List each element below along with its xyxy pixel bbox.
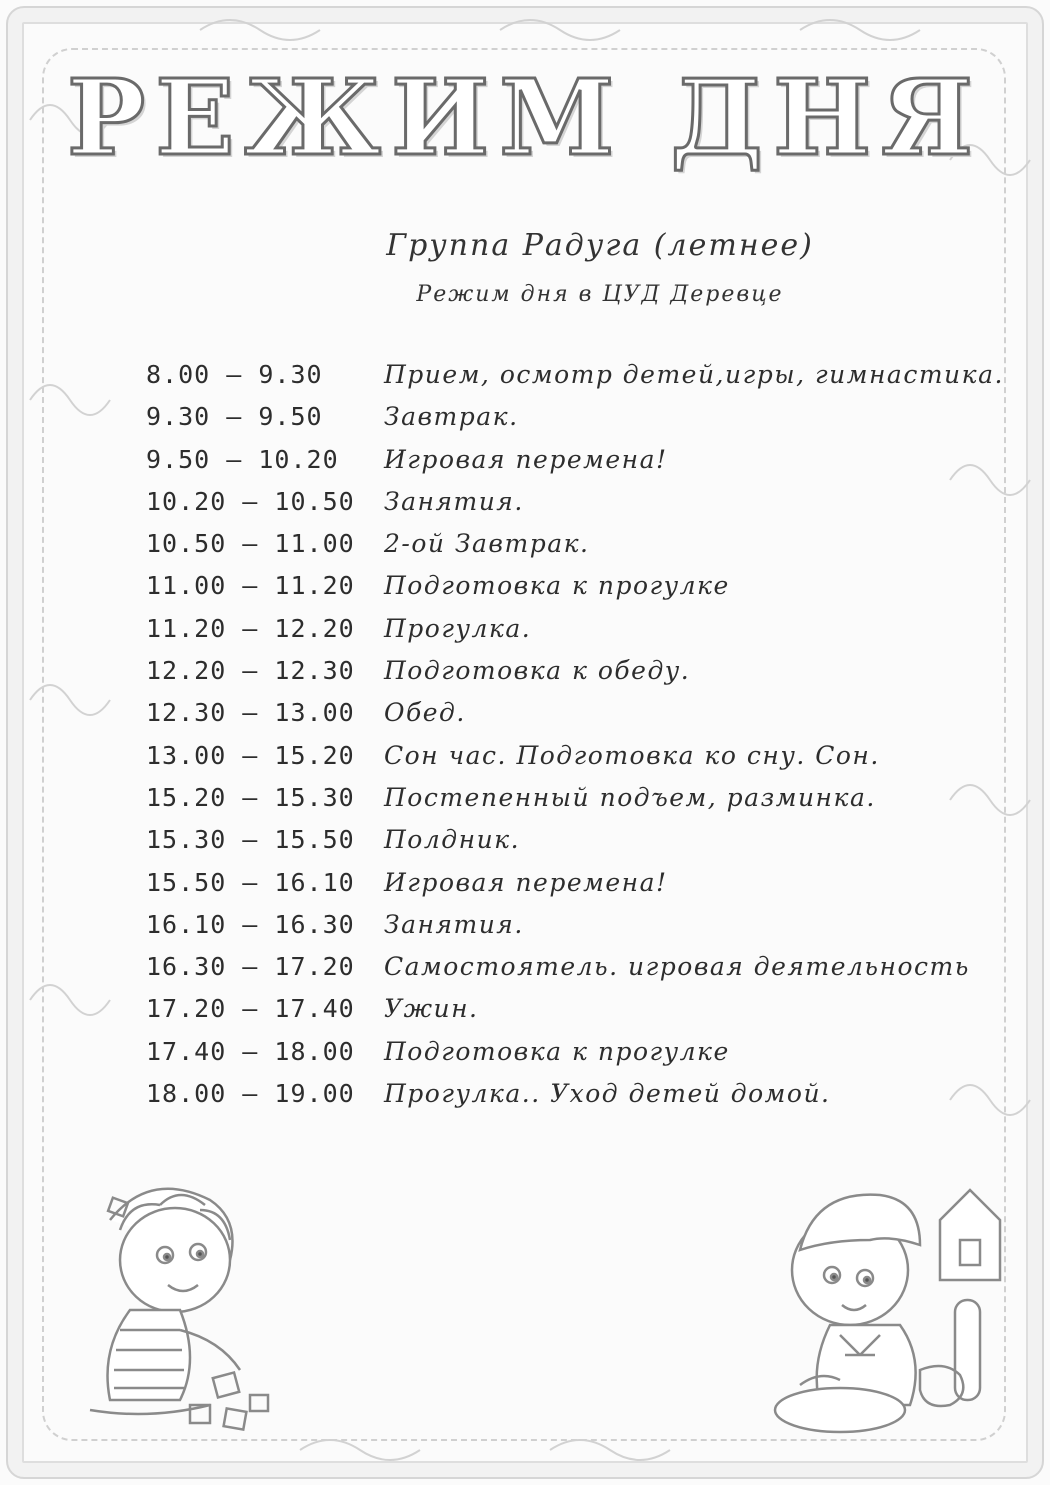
schedule-row xyxy=(146,656,1016,698)
schedule-time: 15.20 – 15.30 xyxy=(146,782,355,812)
schedule-row xyxy=(146,402,1016,444)
schedule-activity: 2-ой Завтрак. xyxy=(384,529,590,559)
page-title: РЕЖИМ ДНЯ xyxy=(67,56,983,179)
schedule-time: 15.50 – 16.10 xyxy=(146,867,355,897)
schedule-time: 13.00 – 15.20 xyxy=(146,740,355,770)
schedule-activity: Прием, осмотр детей,игры, гимнастика. xyxy=(384,360,1004,389)
schedule-activity: Занятия. xyxy=(384,486,524,516)
schedule-time: 15.30 – 15.50 xyxy=(146,825,355,855)
schedule-time: 11.20 – 12.20 xyxy=(146,613,355,643)
schedule-time: 8.00 – 9.30 xyxy=(146,360,323,389)
schedule-row xyxy=(146,952,1016,994)
schedule-row xyxy=(146,698,1016,740)
schedule-activity: Игровая перемена! xyxy=(384,867,668,897)
schedule-row xyxy=(146,994,1016,1036)
schedule-activity: Игровая перемена! xyxy=(384,444,668,474)
schedule-time: 17.20 – 17.40 xyxy=(146,994,355,1024)
schedule-activity: Самостоятель. игровая деятельность xyxy=(384,952,970,982)
child-sand-illustration xyxy=(770,1170,1010,1440)
schedule-time: 9.50 – 10.20 xyxy=(146,444,339,474)
schedule-activity: Ужин. xyxy=(384,994,479,1024)
schedule-row xyxy=(146,445,1016,487)
schedule-activity: Прогулка.. Уход детей домой. xyxy=(384,1079,831,1109)
schedule-row xyxy=(146,1037,1016,1079)
schedule-row xyxy=(146,571,1016,613)
child-blocks-illustration xyxy=(50,1160,300,1440)
schedule-time: 17.40 – 18.00 xyxy=(146,1036,355,1066)
schedule-time: 10.50 – 11.00 xyxy=(146,529,355,559)
schedule-time: 18.00 – 19.00 xyxy=(146,1079,355,1109)
schedule-time: 11.00 – 11.20 xyxy=(146,571,355,601)
schedule-row xyxy=(146,868,1016,910)
schedule-activity: Обед. xyxy=(384,698,466,728)
schedule-row xyxy=(146,614,1016,656)
schedule-activity: Занятия. xyxy=(384,909,524,939)
group-name: Группа Радуга (летнее) xyxy=(386,228,814,263)
schedule-list xyxy=(146,360,1016,1121)
schedule-row xyxy=(146,741,1016,783)
schedule-row xyxy=(146,910,1016,952)
schedule-time: 16.10 – 16.30 xyxy=(146,909,355,939)
schedule-row xyxy=(146,487,1016,529)
schedule-subtitle: Режим дня в ЦУД Деревце xyxy=(416,282,784,307)
schedule-activity: Подготовка к прогулке xyxy=(384,1036,730,1066)
schedule-time: 12.20 – 12.30 xyxy=(146,656,355,686)
schedule-row xyxy=(146,529,1016,571)
schedule-activity: Завтрак. xyxy=(384,402,519,432)
schedule-activity: Полдник. xyxy=(384,825,521,855)
schedule-activity: Подготовка к прогулке xyxy=(384,571,730,601)
schedule-row xyxy=(146,360,1016,402)
schedule-activity: Прогулка. xyxy=(384,613,532,643)
schedule-activity: Подготовка к обеду. xyxy=(384,656,691,686)
schedule-row xyxy=(146,825,1016,867)
schedule-time: 9.30 – 9.50 xyxy=(146,402,323,432)
schedule-time: 16.30 – 17.20 xyxy=(146,952,355,982)
schedule-activity: Постепенный подъем, разминка. xyxy=(384,782,876,812)
schedule-time: 10.20 – 10.50 xyxy=(146,486,355,516)
schedule-row xyxy=(146,1079,1016,1121)
schedule-time: 12.30 – 13.00 xyxy=(146,698,355,728)
schedule-row xyxy=(146,783,1016,825)
schedule-activity: Сон час. Подготовка ко сну. Сон. xyxy=(384,740,880,770)
